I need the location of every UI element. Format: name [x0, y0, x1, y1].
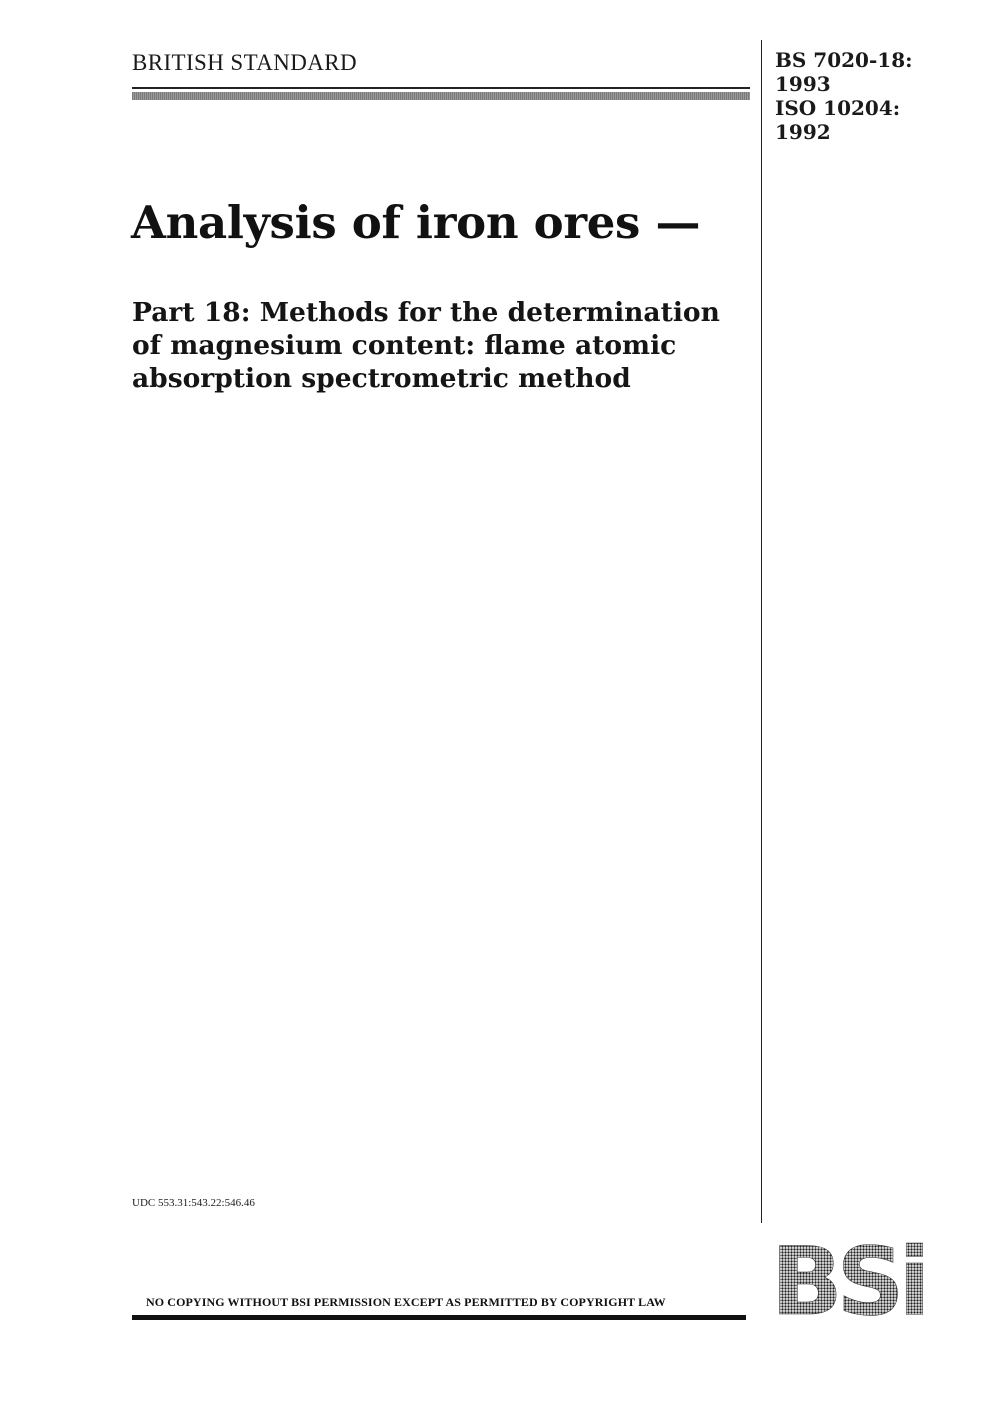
footer-rule	[132, 1315, 746, 1320]
bsi-logo-icon	[769, 1242, 945, 1320]
bs-number: BS 7020-18:	[775, 48, 913, 72]
subtitle-line: Part 18: Methods for the determination	[132, 297, 720, 328]
subtitle-line: absorption spectrometric method	[132, 363, 631, 394]
logo-wordmark: BSi	[771, 1242, 925, 1320]
udc-code: UDC 553.31:543.22:546.46	[132, 1197, 255, 1209]
bs-year: 1993	[775, 72, 831, 96]
subtitle-line: of magnesium content: flame atomic	[132, 330, 677, 361]
vertical-divider	[761, 40, 762, 1223]
header-rule-thick	[132, 92, 750, 100]
iso-year: 1992	[775, 120, 831, 144]
bsi-logo	[769, 1242, 945, 1320]
iso-number: ISO 10204:	[775, 96, 901, 120]
series-label: BRITISH STANDARD	[132, 50, 357, 75]
document-title: Analysis of iron ores —	[131, 196, 701, 249]
document-subtitle	[132, 296, 752, 395]
standard-numbers	[775, 48, 913, 144]
copyright-notice: NO COPYING WITHOUT BSI PERMISSION EXCEPT AS PERMITTED BY COPYRIGHT LAW	[146, 1295, 666, 1309]
header-rule-thin	[132, 87, 750, 89]
